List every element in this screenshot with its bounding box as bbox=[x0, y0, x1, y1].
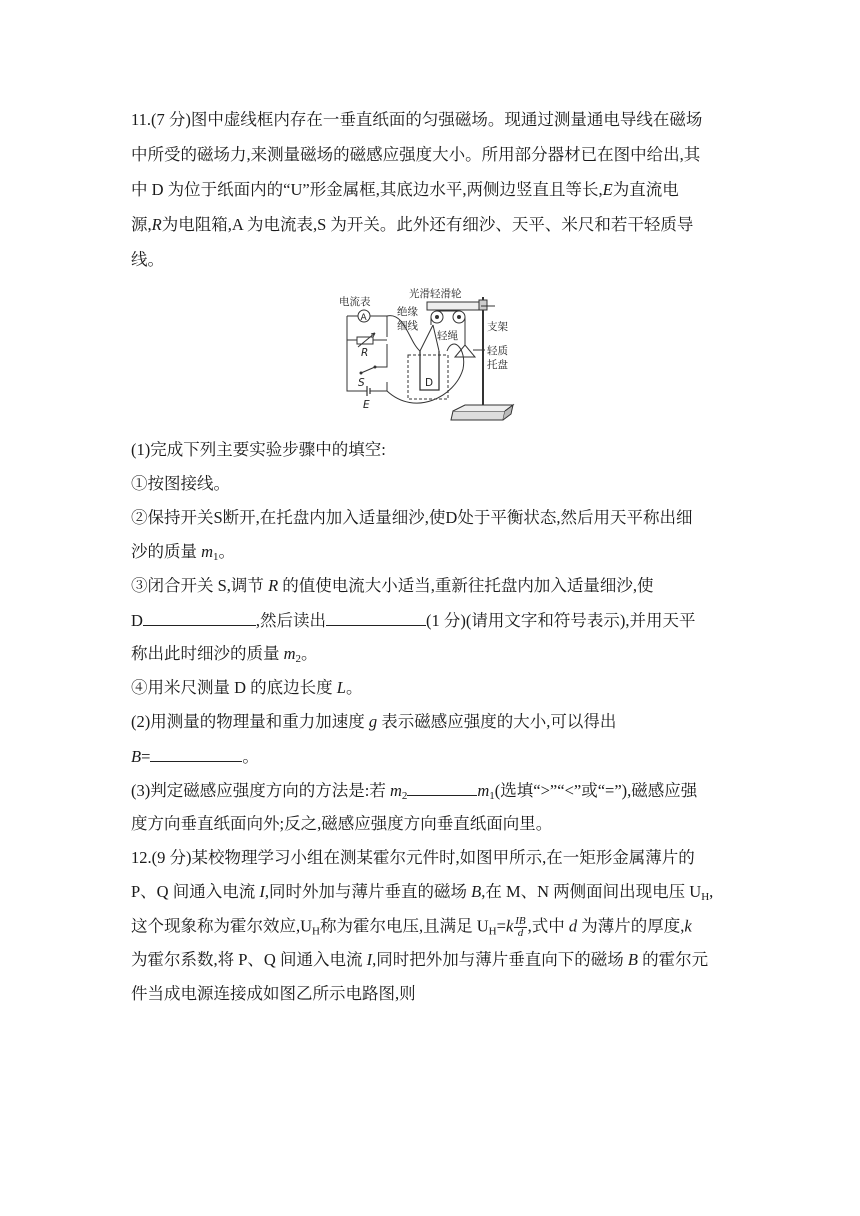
q11-text: (选填“>”“<”或“=”),磁感应强 bbox=[494, 781, 698, 800]
symbol-E: E bbox=[602, 180, 613, 199]
q11-line-5 bbox=[131, 250, 164, 270]
q11-text: 表示磁感应强度的大小,可以得出 bbox=[377, 712, 617, 731]
step-2-line-1 bbox=[131, 508, 692, 528]
insulated-thread-label-2: 细线 bbox=[397, 320, 418, 332]
subscript: 1 bbox=[489, 790, 495, 802]
q11-text: ④用米尺测量 D 的底边长度 bbox=[131, 678, 337, 697]
stand-base bbox=[451, 411, 505, 420]
q12-text: 为薄片的厚度, bbox=[577, 916, 685, 936]
fraction-denominator: d bbox=[517, 927, 524, 939]
pulley-rail bbox=[427, 302, 481, 310]
tray-label-2: 托盘 bbox=[487, 359, 508, 371]
symbol-R: R bbox=[151, 215, 162, 234]
q11-text: 为直流电 bbox=[612, 180, 679, 199]
subscript: 2 bbox=[401, 790, 408, 802]
symbol-B: B bbox=[131, 747, 142, 766]
q12-text: , bbox=[709, 882, 714, 901]
q11-text: ②保持开关S断开,在托盘内加入适量细沙,使D处于平衡状态,然后用天平称出细 bbox=[131, 508, 693, 527]
q11-text: 线。 bbox=[131, 250, 164, 269]
subscript: H bbox=[488, 925, 497, 938]
pulley-label: 光滑轻滑轮 bbox=[409, 288, 462, 300]
hall-fraction bbox=[514, 916, 526, 939]
q11-text: 为电阻箱,A 为电流表,S 为开关。此外还有细沙、天平、米尺和若干轻质导 bbox=[161, 215, 694, 234]
battery-icon bbox=[367, 386, 370, 396]
q11-line-2 bbox=[131, 145, 700, 165]
q11-text: ①按图接线。 bbox=[131, 474, 230, 493]
answer-blank-1[interactable] bbox=[143, 610, 256, 626]
subscript: 2 bbox=[295, 653, 302, 665]
battery-label: E bbox=[363, 399, 370, 411]
q11-text: 。 bbox=[345, 678, 363, 697]
q12-text: ,式中 bbox=[527, 916, 569, 936]
q11-text: 源, bbox=[131, 215, 152, 234]
step-2-line-2 bbox=[131, 542, 235, 562]
q12-text: 为霍尔系数,将 P、Q 间通入电流 bbox=[131, 950, 367, 969]
step-3-line-2 bbox=[131, 610, 696, 631]
subscript: H bbox=[312, 925, 320, 938]
answer-blank-4[interactable] bbox=[407, 780, 477, 796]
rope-label: 轻绳 bbox=[437, 330, 458, 342]
q12-text: 称为霍尔电压,且满足 U bbox=[320, 916, 489, 936]
q11-text: 中所受的磁场力,来测量磁场的磁感应强度大小。所用部分器材已在图中给出,其 bbox=[131, 145, 701, 164]
q11-text: 沙的质量 bbox=[131, 542, 202, 561]
symbol-L: L bbox=[336, 678, 346, 697]
switch-icon bbox=[361, 367, 375, 373]
resistor-label: R bbox=[361, 347, 369, 359]
q11-text: D bbox=[131, 611, 143, 630]
symbol-m: m bbox=[201, 542, 214, 561]
q12-text: ,同时把外加与薄片垂直向下的磁场 bbox=[372, 950, 628, 969]
symbol-m: m bbox=[477, 781, 490, 800]
q12-line-1 bbox=[131, 848, 695, 868]
symbol-m: m bbox=[389, 781, 402, 800]
q12-text: = bbox=[496, 916, 506, 936]
part2-line-1 bbox=[131, 712, 616, 732]
answer-blank-3[interactable] bbox=[150, 746, 242, 762]
q12-text: P、Q 间通入电流 bbox=[131, 882, 260, 901]
q12-line-5 bbox=[131, 984, 416, 1004]
q12-line-2 bbox=[131, 882, 713, 902]
q11-text: (1 分)(请用文字和符号表示),并用天平 bbox=[426, 611, 696, 630]
part2-line-2 bbox=[131, 746, 259, 767]
symbol-k: k bbox=[505, 916, 514, 936]
symbol-m: m bbox=[283, 644, 296, 663]
symbol-B: B bbox=[471, 882, 482, 901]
q11-line-1 bbox=[131, 110, 702, 130]
q11-text: ,然后读出 bbox=[255, 611, 327, 630]
q12-text: 这个现象称为霍尔效应,U bbox=[131, 916, 313, 936]
stand-label: 支架 bbox=[487, 321, 508, 333]
ammeter-symbol: A bbox=[360, 313, 367, 323]
subscript: H bbox=[701, 891, 710, 903]
tray-label-1: 轻质 bbox=[487, 345, 508, 357]
resistor-box-icon bbox=[357, 337, 373, 344]
q11-text: 11.(7 分)图中虚线框内存在一垂直纸面的匀强磁场。现通过测量通电导线在磁场 bbox=[131, 110, 703, 129]
fraction-numerator: IB bbox=[515, 915, 526, 927]
answer-blank-2[interactable] bbox=[326, 610, 426, 626]
step-4 bbox=[131, 678, 362, 698]
q11-text: (1)完成下列主要实验步骤中的填空: bbox=[131, 440, 386, 459]
experiment-figure bbox=[335, 287, 515, 433]
q11-text: 度方向垂直纸面向外;反之,磁感应强度方向垂直纸面向里。 bbox=[131, 814, 553, 833]
symbol-R: R bbox=[268, 576, 279, 595]
part1-title bbox=[131, 440, 386, 460]
q11-text: 中 D 为位于纸面内的“U”形金属框,其底边水平,两侧边竖直且等长, bbox=[131, 180, 603, 199]
symbol-B: B bbox=[627, 950, 638, 969]
symbol-I: I bbox=[366, 950, 373, 969]
q11-line-4 bbox=[131, 215, 693, 235]
switch-label: S bbox=[358, 377, 365, 389]
q12-line-3 bbox=[131, 916, 692, 939]
q12-text: 12.(9 分)某校物理学习小组在测某霍尔元件时,如图甲所示,在一矩形金属薄片的 bbox=[131, 848, 695, 867]
symbol-g: g bbox=[368, 712, 378, 731]
q11-text: ③闭合开关 S,调节 bbox=[131, 576, 269, 595]
q11-text: 。 bbox=[218, 542, 236, 561]
part3-line-1 bbox=[131, 780, 697, 801]
q11-text: (2)用测量的物理量和重力加速度 bbox=[131, 712, 369, 731]
q11-text: 的值使电流大小适当,重新往托盘内加入适量细沙,使 bbox=[278, 576, 654, 595]
frame-label: D bbox=[425, 377, 434, 389]
symbol-d: d bbox=[568, 916, 578, 936]
q12-line-4 bbox=[131, 950, 708, 970]
q11-text: 称出此时细沙的质量 bbox=[131, 644, 284, 663]
step-3-line-3 bbox=[131, 644, 318, 664]
ammeter-label: 电流表 bbox=[339, 296, 371, 308]
tray-icon bbox=[455, 345, 475, 357]
q12-text: ,同时外加与薄片垂直的磁场 bbox=[264, 882, 472, 901]
q11-text: 。 bbox=[301, 644, 318, 663]
subscript: 1 bbox=[213, 551, 219, 563]
step-3-line-1 bbox=[131, 576, 654, 596]
part3-line-2 bbox=[131, 814, 552, 834]
q11-text: 。 bbox=[242, 747, 259, 766]
q11-text: (3)判定磁感应强度方向的方法是:若 bbox=[131, 781, 390, 800]
symbol-k: k bbox=[684, 916, 692, 936]
symbol-I: I bbox=[259, 882, 265, 901]
q12-text: 的霍尔元 bbox=[637, 950, 709, 969]
insulated-thread-label-1: 绝缘 bbox=[397, 306, 418, 318]
q12-text: 件当成电源连接成如图乙所示电路图,则 bbox=[131, 984, 416, 1003]
q11-text: = bbox=[141, 747, 151, 766]
step-1 bbox=[131, 474, 230, 494]
q11-line-3 bbox=[131, 180, 679, 200]
q12-text: ,在 M、N 两侧面间出现电压 U bbox=[481, 882, 702, 901]
